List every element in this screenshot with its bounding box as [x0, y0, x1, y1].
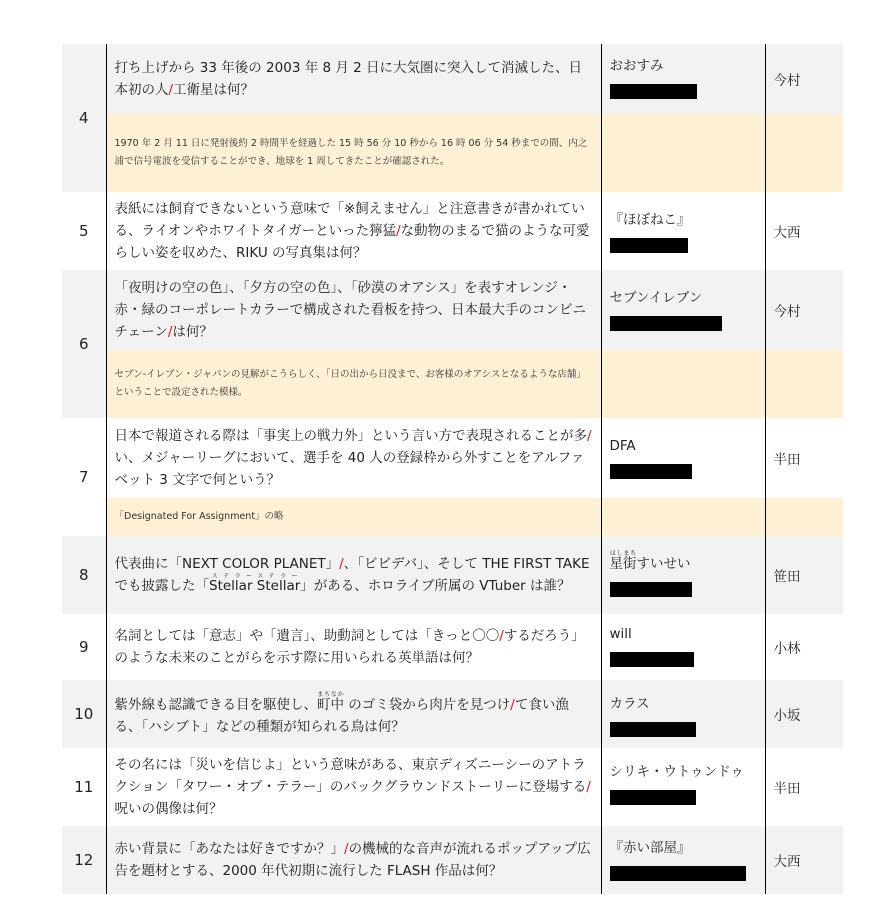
- question-number: 4: [62, 44, 106, 192]
- question-text: 名詞としては「意志」や「遺言」、助動詞としては「きっと〇〇/するだろう」のような未来のことがらを示す際に用いられる英単語は何？: [106, 614, 601, 680]
- author-name: 小坂: [765, 680, 843, 748]
- redaction-bar: [610, 582, 692, 597]
- answer-text: 『ほぼねこ』: [609, 212, 691, 228]
- redaction-bar: [610, 652, 694, 667]
- note-row: [62, 350, 843, 418]
- redaction-bar: [610, 790, 696, 805]
- answer-cell: [601, 748, 765, 826]
- redaction-bar: [610, 866, 746, 881]
- table-row: [62, 826, 843, 894]
- answer-cell: [601, 680, 765, 748]
- answer-cell: [601, 418, 765, 498]
- table-row: [62, 536, 843, 614]
- answer-cell: [601, 192, 765, 270]
- table-row: [62, 418, 843, 498]
- question-text: 赤い背景に「あなたは好きですか？」/の機械的な音声が流れるポップアップ広告を題材とする、2000 年代初期に流行した FLASH 作品は何？: [106, 826, 601, 894]
- author-name: 小林: [765, 614, 843, 680]
- answer-cell: [601, 614, 765, 680]
- author-name: 今村: [765, 270, 843, 350]
- answer-text: DFA: [609, 438, 636, 454]
- answer-text: 『赤い部屋』: [609, 840, 691, 856]
- question-number: 5: [62, 192, 106, 270]
- author-name: 笹田: [765, 536, 843, 614]
- answer-text: セブンイレブン: [609, 290, 703, 306]
- redaction-bar: [610, 464, 692, 479]
- table-row: [62, 192, 843, 270]
- redaction-bar: [610, 238, 688, 253]
- author-name: 大西: [765, 192, 843, 270]
- answer-cell: [601, 270, 765, 350]
- note-row: [62, 498, 843, 536]
- note-row: [62, 114, 843, 192]
- question-number: 6: [62, 270, 106, 418]
- redaction-bar: [610, 84, 697, 99]
- note-text: 「Designated For Assignment」の略: [106, 498, 601, 536]
- author-name: 今村: [765, 44, 843, 114]
- answer-text: おおすみ: [609, 58, 664, 74]
- question-number: 8: [62, 536, 106, 614]
- question-text: 日本で報道される際は「事実上の戦力外」という言い方で表現されることが多/い、メジャーリーグにおいて、選手を 40 人の登録枠から外すことをアルファベット 3 文字で何という？: [106, 418, 601, 498]
- author-name: 大西: [765, 826, 843, 894]
- question-text: 表紙には飼育できないという意味で「※飼えません」と注意書きが書かれている、ライオンやホワイトタイガーといった獰猛/な動物のまるで猫のような可愛らしい姿を収めた、RIKU の写真集は何？: [106, 192, 601, 270]
- question-text: その名には「災いを信じよ」という意味がある、東京ディズニーシーのアトラクション「タワー・オブ・テラー」のバックグラウンドストーリーに登場する/呪いの偶像は何？: [106, 748, 601, 826]
- question-text: 打ち上げから 33 年後の 2003 年 8 月 2 日に大気圏に突入して消滅した、日本初の人/工衛星は何？: [106, 44, 601, 114]
- question-text: 「夜明けの空の色」、「夕方の空の色」、「砂漠のオアシス」を表すオレンジ・赤・緑のコーポレートカラーで構成された看板を持つ、日本最大手のコンビニチェーン/は何？: [106, 270, 601, 350]
- question-number: 7: [62, 418, 106, 536]
- answer-cell: [601, 826, 765, 894]
- question-number: 9: [62, 614, 106, 680]
- note-text: セブン-イレブン・ジャパンの見解がこうらしく、「日の出から日没まで、お客様のオアシスとなるような店舗」ということで設定された模様。: [106, 350, 601, 418]
- redaction-bar: [610, 722, 696, 737]
- author-name: 半田: [765, 418, 843, 498]
- table-row: [62, 614, 843, 680]
- table-row: [62, 680, 843, 748]
- question-text: 代表曲に「NEXT COLOR PLANET」/、「ビビデバ」、そして THE FIRST TAKE でも披露した「Stellar Stellarステラーステラー」がある、ホロライブ所属の VTuber は誰？: [106, 536, 601, 614]
- question-number: 12: [62, 826, 106, 894]
- question-number: 11: [62, 748, 106, 826]
- question-number: 10: [62, 680, 106, 748]
- table-row: [62, 270, 843, 350]
- answer-text: will: [609, 626, 632, 642]
- redaction-bar: [610, 316, 722, 331]
- answer-cell: 星街ほしまちすいせい: [601, 536, 765, 614]
- table-row: [62, 748, 843, 826]
- answer-text: シリキ・ウトゥンドゥ: [609, 764, 744, 780]
- answer-text: 星街ほしまち: [609, 550, 637, 572]
- quiz-table: [62, 44, 843, 894]
- answer-cell: [601, 44, 765, 114]
- question-text: 紫外線も認識できる目を駆使し、町中まちなか のゴミ袋から肉片を見つけ/て食い漁る、「ハシブト」などの種類が知られる鳥は何？: [106, 680, 601, 748]
- answer-text: カラス: [609, 696, 650, 712]
- note-text: 1970 年 2 月 11 日に発射後約 2 時間半を経過した 15 時 56 分 10 秒から 16 時 06 分 54 秒までの間、内之浦で信号電波を受信することができ、地球を 1 周してきたことが確認された。: [106, 114, 601, 192]
- author-name: 半田: [765, 748, 843, 826]
- table-row: [62, 44, 843, 114]
